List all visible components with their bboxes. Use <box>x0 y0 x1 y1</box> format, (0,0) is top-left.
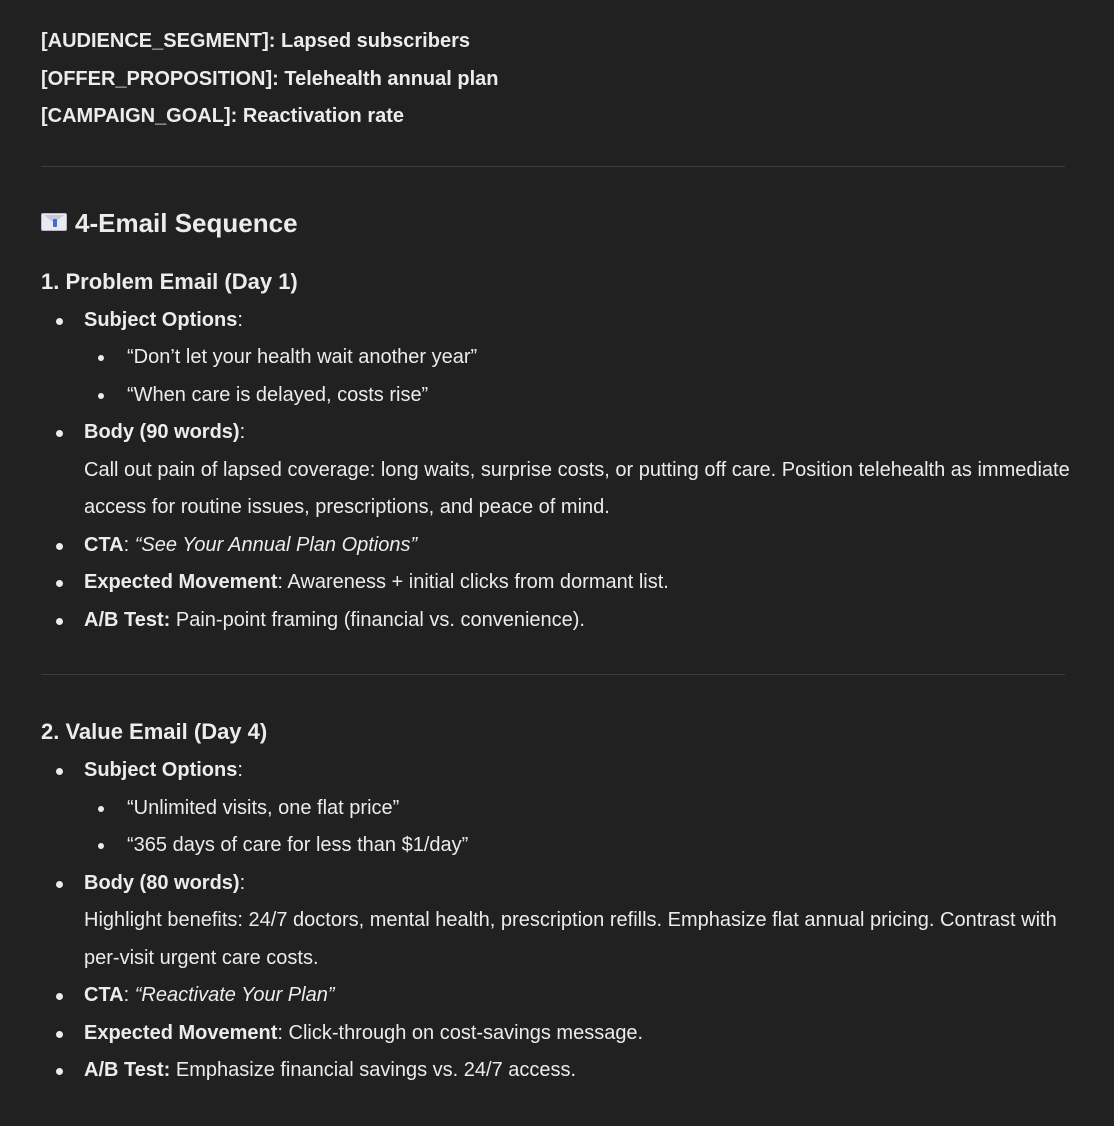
body-text: Highlight benefits: 24/7 doctors, mental health, prescription refills. Emphasize flat annual pricing. Contrast with per-visit urgent care costs. <box>84 909 1057 969</box>
subject-text: “When care is delayed, costs rise” <box>127 383 429 406</box>
ab-test-text: Emphasize financial savings vs. 24/7 access. <box>175 1059 577 1081</box>
body-item: Body (80 words): Highlight benefits: 24/7 doctors, mental health, prescription refills. Emphasize flat annual pricing. Contrast with per-visit urgent care costs. <box>41 865 1073 978</box>
meta-key: [AUDIENCE_SEGMENT]: <box>41 30 276 52</box>
meta-value: Telehealth annual plan <box>284 67 499 90</box>
ab-test-item <box>41 1052 1073 1090</box>
cta-label: CTA <box>84 533 124 556</box>
meta-campaign-goal <box>41 98 1073 136</box>
email-section-1 <box>41 262 1073 640</box>
body-label: Body (90 words) <box>84 421 240 443</box>
body-item: Body (90 words): Call out pain of lapsed coverage: long waits, surprise costs, or putting off care. Position telehealth as immediate access for routine issues, prescriptions, and peace of mind. <box>41 414 1073 527</box>
meta-value: Lapsed subscribers <box>281 30 470 52</box>
meta-key: [CAMPAIGN_GOAL]: <box>41 105 238 127</box>
email-details <box>41 752 1073 1090</box>
cta-text: “Reactivate Your Plan” <box>134 984 335 1006</box>
subject-option <box>84 377 1073 415</box>
subject-options-label: Subject Options <box>84 759 238 781</box>
subject-option <box>84 827 1073 865</box>
subject-options-label: Subject Options <box>84 308 238 331</box>
meta-audience-segment <box>41 23 1073 61</box>
ab-test-label: A/B Test: <box>84 1059 171 1081</box>
meta-key: [OFFER_PROPOSITION]: <box>41 67 279 90</box>
envelope-icon <box>41 213 67 231</box>
subject-text: “Unlimited visits, one flat price” <box>127 796 400 819</box>
ab-test-item <box>41 602 1073 640</box>
subject-options-item: Subject Options: “Don’t let your health wait another year” “When care is delayed, costs rise” <box>41 302 1073 415</box>
expected-movement-label: Expected Movement <box>84 1021 278 1044</box>
cta-item: CTA: “Reactivate Your Plan” <box>41 977 1073 1015</box>
expected-movement-text: Awareness + initial clicks from dormant list. <box>287 571 669 593</box>
campaign-meta <box>41 23 1073 136</box>
expected-movement-item: Expected Movement: Awareness + initial clicks from dormant list. <box>41 564 1073 602</box>
subject-option <box>84 790 1073 828</box>
sequence-title: 4-Email Sequence <box>75 207 298 238</box>
email-title: 1. Problem Email (Day 1) <box>41 268 298 294</box>
subject-text: “365 days of care for less than $1/day” <box>127 834 469 856</box>
subject-text: “Don’t let your health wait another year” <box>127 346 478 368</box>
body-text: Call out pain of lapsed coverage: long waits, surprise costs, or putting off care. Position telehealth as immediate access for routine issues, prescriptions, and peace of mind. <box>84 458 1070 518</box>
subject-list <box>84 790 1073 865</box>
cta-item: CTA: “See Your Annual Plan Options” <box>41 527 1073 565</box>
expected-movement-item: Expected Movement: Click-through on cost-savings message. <box>41 1015 1073 1053</box>
subject-list <box>84 339 1073 414</box>
email-title: 2. Value Email (Day 4) <box>41 719 268 744</box>
email-section-2 <box>41 712 1073 1090</box>
body-label: Body (80 words) <box>84 871 240 894</box>
expected-movement-label: Expected Movement <box>84 571 278 593</box>
ab-test-label: A/B Test: <box>84 608 171 631</box>
sequence-heading <box>41 203 1073 243</box>
ab-test-text: Pain-point framing (financial vs. convenience). <box>175 608 585 631</box>
meta-value: Reactivation rate <box>242 105 405 127</box>
email-details <box>41 302 1073 640</box>
expected-movement-text: Click-through on cost-savings message. <box>288 1021 644 1044</box>
subject-options-item: Subject Options: “Unlimited visits, one flat price” “365 days of care for less than $1/day” <box>41 752 1073 865</box>
cta-label: CTA <box>84 984 124 1006</box>
meta-offer-proposition <box>41 61 1073 99</box>
cta-text: “See Your Annual Plan Options” <box>134 533 418 556</box>
subject-option <box>84 339 1073 377</box>
